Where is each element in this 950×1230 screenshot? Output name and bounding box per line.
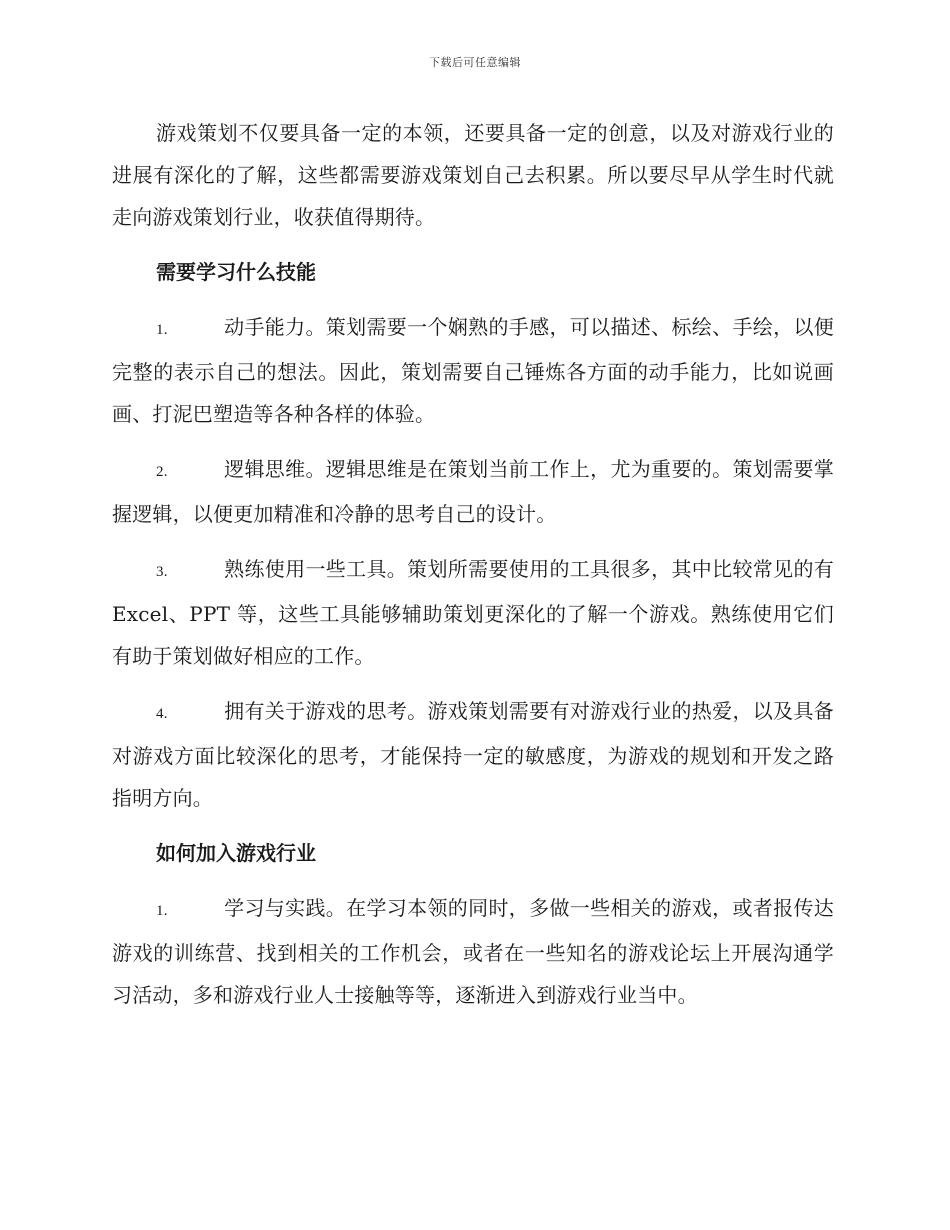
list-item-text: 逻辑思维。逻辑思维是在策划当前工作上，尤为重要的。策划需要掌握逻辑，以便更加精准和冷静的思考自己的设计。: [112, 457, 834, 526]
list-item: [112, 448, 834, 535]
list-item: [112, 306, 834, 435]
list-item: [112, 548, 834, 677]
document-body: [112, 112, 834, 1029]
list-item: [112, 887, 834, 1016]
list-item-number: 1.: [156, 322, 168, 338]
section-heading-skills: 需要学习什么技能: [156, 260, 316, 284]
list-item: [112, 690, 834, 819]
list-item-text: 动手能力。策划需要一个娴熟的手感，可以描述、标绘、手绘，以便完整的表示自己的想法。因此，策划需要自己锤炼各方面的动手能力，比如说画画、打泥巴塑造等各种各样的体验。: [112, 315, 834, 426]
list-item-number: 1.: [156, 903, 168, 919]
section-heading-join: 如何加入游戏行业: [156, 841, 316, 865]
list-item-number: 4.: [156, 706, 168, 722]
list-item-text: 学习与实践。在学习本领的同时，多做一些相关的游戏，或者报传达游戏的训练营、找到相关的工作机会，或者在一些知名的游戏论坛上开展沟通学习活动，多和游戏行业人士接触等等，逐渐进入到游戏行业当中。: [112, 896, 834, 1007]
list-item-text: 熟练使用一些工具。策划所需要使用的工具很多，其中比较常见的有 Excel、PPT 等，这些工具能够辅助策划更深化的了解一个游戏。熟练使用它们有助于策划做好相应的工作。: [112, 557, 834, 668]
list-item-number: 2.: [156, 464, 168, 480]
intro-paragraph: 游戏策划不仅要具备一定的本领，还要具备一定的创意，以及对游戏行业的进展有深化的了解，这些都需要游戏策划自己去积累。所以要尽早从学生时代就走向游戏策划行业，收获值得期待。: [112, 121, 834, 229]
list-item-number: 3.: [156, 564, 168, 580]
list-item-text: 拥有关于游戏的思考。游戏策划需要有对游戏行业的热爱，以及具备对游戏方面比较深化的思考，才能保持一定的敏感度，为游戏的规划和开发之路指明方向。: [112, 699, 834, 810]
page-header: 下载后可任意编辑: [429, 56, 521, 69]
